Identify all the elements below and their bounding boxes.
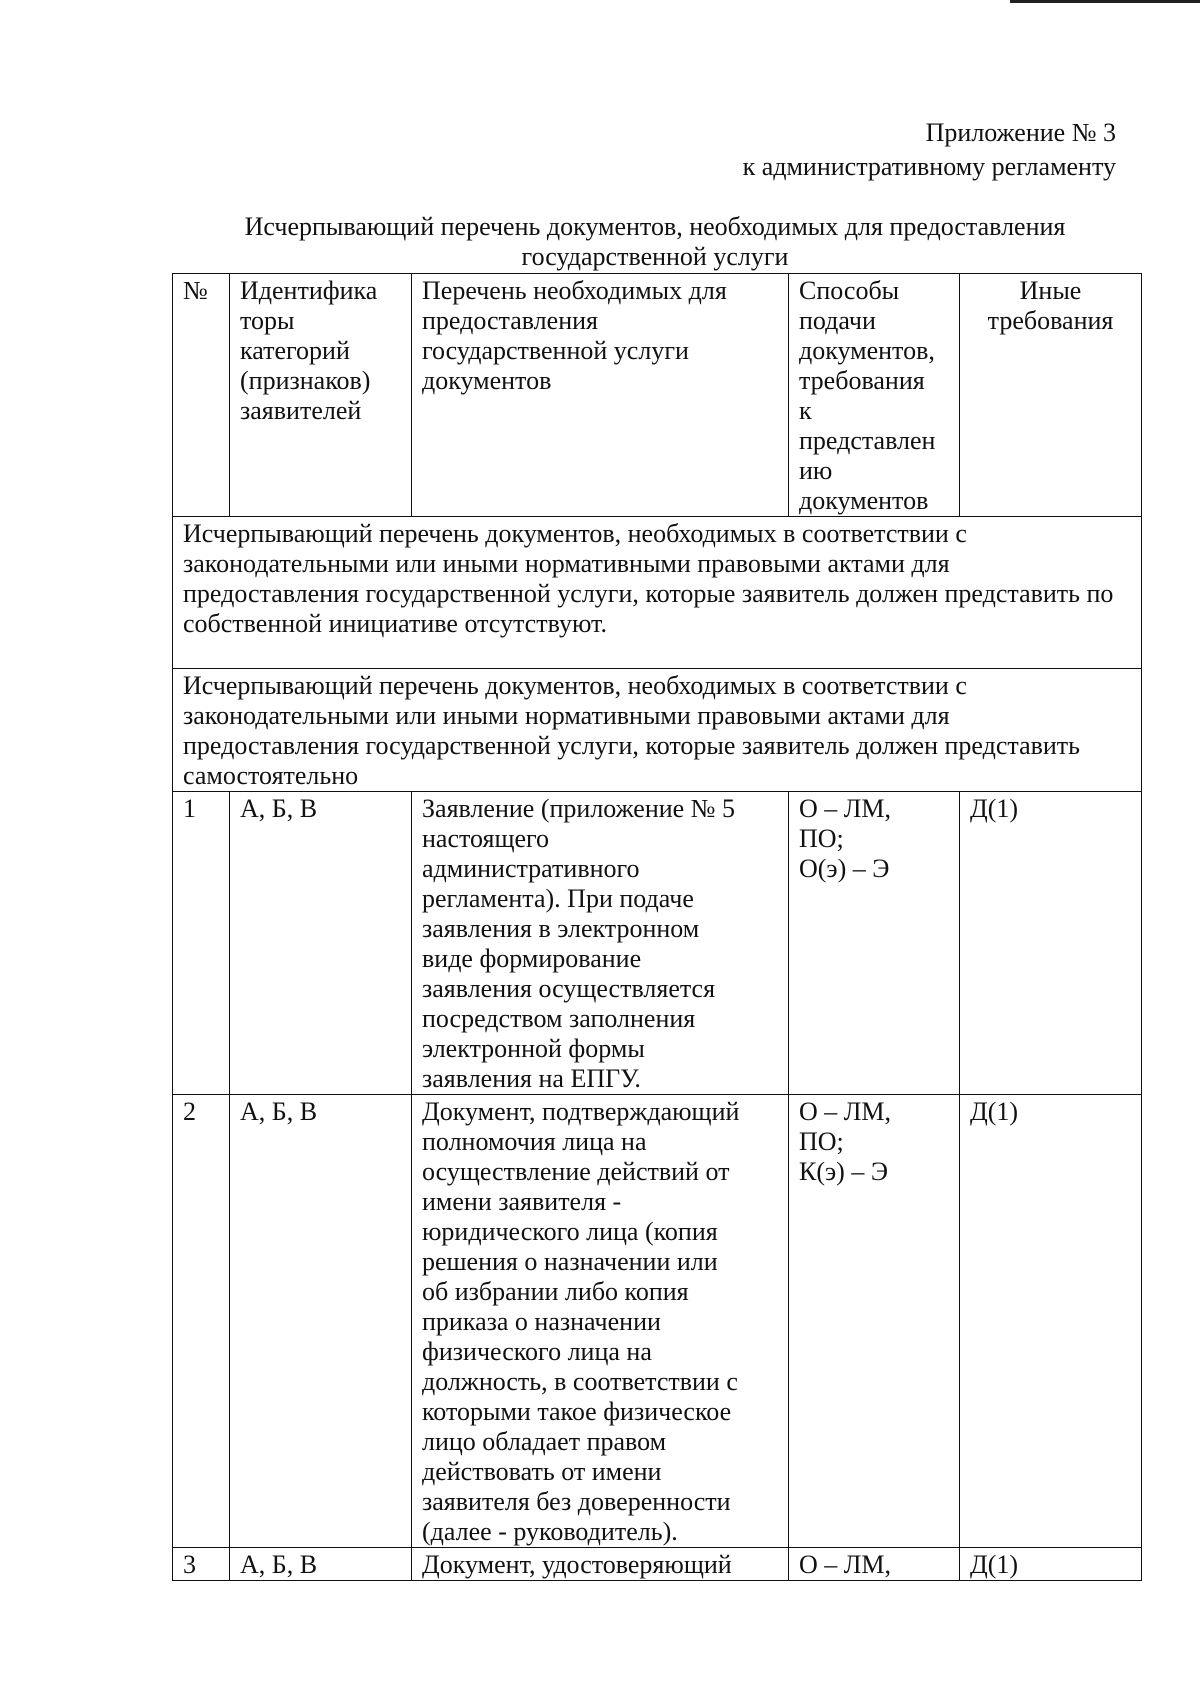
table-header-row	[173, 274, 1142, 517]
col-header-other-requirements: Иные требования	[960, 274, 1142, 517]
appendix-reference: к административному регламенту	[742, 152, 1116, 181]
row-document: Заявление (приложение № 5 настоящего административного регламента). При подаче заявления в электронном виде формирование заявления осуществляется посредством заполнения электронной формы заявления на ЕПГУ.	[412, 792, 789, 1095]
row-applicant-ids: А, Б, В	[230, 1095, 412, 1548]
appendix-number: Приложение № 3	[925, 118, 1116, 147]
row-document: Документ, удостоверяющий	[412, 1548, 789, 1581]
row-applicant-ids: А, Б, В	[230, 792, 412, 1095]
row-other-requirements: Д(1)	[960, 792, 1142, 1095]
table-row	[173, 792, 1142, 1095]
row-number: 1	[173, 792, 230, 1095]
row-document: Документ, подтверждающий полномочия лица на осуществление действий от имени заявителя - юридического лица (копия решения о назначении или об избрании либо копия приказа о назначении физического лица на должность, в соответствии с которыми такое физическое лицо обладает правом действовать от имени заявителя без доверенности (далее - руководитель).	[412, 1095, 789, 1548]
section-self-provided-text: Исчерпывающий перечень документов, необходимых в соответствии с законодательными или иными нормативными правовыми актами для предоставления государственной услуги, которые заявитель должен представить самостоятельно	[173, 669, 1142, 792]
section-row-self-provided	[173, 669, 1142, 792]
table-row	[173, 1095, 1142, 1548]
scan-edge-mark	[1010, 0, 1200, 3]
col-header-documents: Перечень необходимых для предоставления государственной услуги документов	[412, 274, 789, 517]
row-number: 3	[173, 1548, 230, 1581]
col-header-applicant-ids: Идентифика торы категорий (признаков) заявителей	[230, 274, 412, 517]
section-row-own-initiative	[173, 517, 1142, 669]
section-own-initiative-text: Исчерпывающий перечень документов, необходимых в соответствии с законодательными или иными нормативными правовыми актами для предоставления государственной услуги, которые заявитель должен представить по собственной инициативе отсутствуют.	[173, 517, 1142, 669]
row-other-requirements: Д(1)	[960, 1095, 1142, 1548]
row-submission-methods: О – ЛМ,	[789, 1548, 960, 1581]
col-header-number: №	[173, 274, 230, 517]
row-submission-methods: О – ЛМ, ПО; К(э) – Э	[789, 1095, 960, 1548]
row-number: 2	[173, 1095, 230, 1548]
document-title: Исчерпывающий перечень документов, необходимых для предоставления государственной услуги	[244, 212, 1066, 271]
col-header-submission-methods: Способы подачи документов, требования к представлен ию документов	[789, 274, 960, 517]
table-row	[173, 1548, 1142, 1581]
row-other-requirements: Д(1)	[960, 1548, 1142, 1581]
row-applicant-ids: А, Б, В	[230, 1548, 412, 1581]
documents-table	[172, 273, 1142, 1581]
appendix-header	[743, 116, 1116, 184]
row-submission-methods: О – ЛМ, ПО; О(э) – Э	[789, 792, 960, 1095]
